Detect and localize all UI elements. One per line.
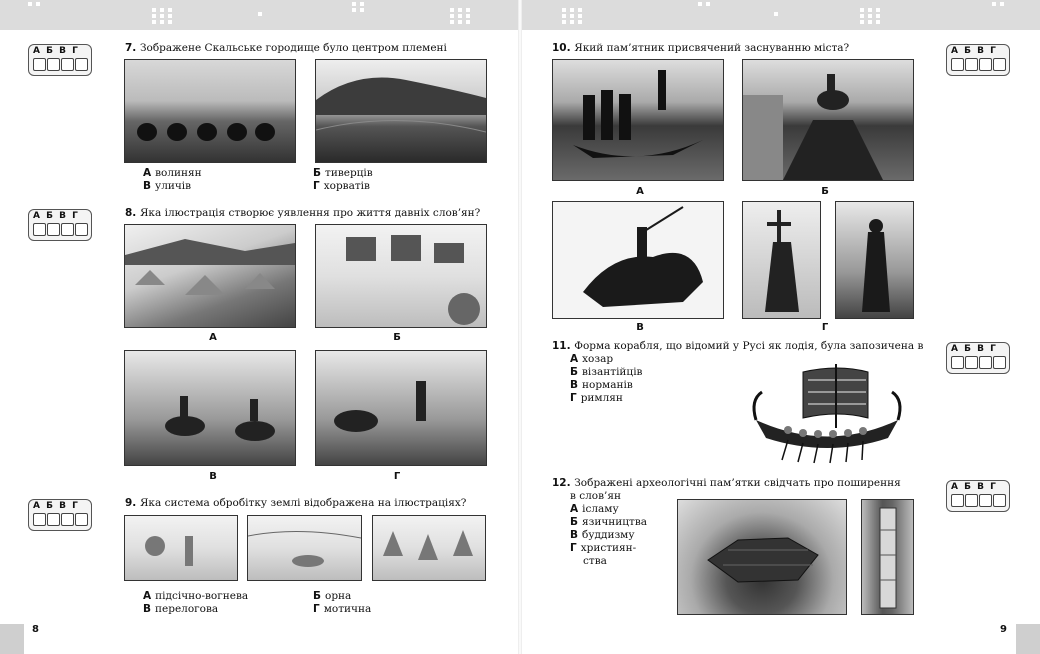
answer-cell-b[interactable] [965,494,978,507]
photo-10a-founders-monument [552,59,724,181]
question-11: 11. Форма корабля, що відомий у Русі як лодія, була запозичена в [552,340,924,352]
answer-cell-g[interactable] [993,494,1006,507]
q11-option-v: В норманів [570,379,633,391]
caption-10a: А [636,186,644,197]
answer-box-letters: А Б В Г [951,46,998,56]
question-8: 8. Яка ілюстрація створює уявлення про життя давніх слов’ян? [125,207,481,219]
question-12-line2: в слов’ян [570,490,621,502]
answer-cell-v[interactable] [979,494,992,507]
q12-option-b: Б язичництва [570,516,648,528]
illustration-8v-riders [124,350,296,466]
answer-box-letters: А Б В Г [33,211,80,221]
q7-option-a: А волинян [143,167,202,179]
answer-cell-b[interactable] [47,223,60,236]
question-10: 10. Який пам’ятник присвячений заснуванню міста? [552,42,850,54]
answer-cell-a[interactable] [33,513,46,526]
page-number-right: 9 [1000,624,1007,635]
page-edge-tab-left [0,624,24,654]
q12-option-g: Г християн- [570,542,637,554]
caption-8b: Б [393,332,401,343]
photo-12-idol-statue [861,499,914,615]
answer-cell-g[interactable] [993,58,1006,71]
answer-cell-v[interactable] [979,356,992,369]
q9-option-b: Б орна [313,590,352,602]
photo-10g-statue [835,201,914,319]
answer-cell-b[interactable] [47,513,60,526]
q12-option-g-continuation: ства [583,555,607,567]
answer-cell-v[interactable] [61,513,74,526]
answer-cell-g[interactable] [75,223,88,236]
q11-option-a: А хозар [570,353,614,365]
answer-cell-a[interactable] [951,58,964,71]
answer-box-q7[interactable] [28,44,92,76]
question-7: 7. Зображене Скальське городище було центром племені [125,42,447,54]
question-9: 9. Яка система обробітку землі відображена на ілюстраціях? [125,497,467,509]
answer-box-letters: А Б В Г [33,501,80,511]
q7-option-v: В уличів [143,180,192,192]
illustration-9-2 [247,515,362,581]
q9-option-a: А підсічно-вогнева [143,590,249,602]
illustration-8g-ploughing [315,350,487,466]
answer-cell-v[interactable] [61,223,74,236]
q7-option-b: Б тиверців [313,167,373,179]
q9-option-v: В перелогова [143,603,219,615]
answer-box-q10[interactable] [946,44,1010,76]
photo-skalske-hill [315,59,487,163]
top-bar-right [522,0,1040,30]
q11-option-b: Б візантійців [570,366,643,378]
answer-cell-v[interactable] [979,58,992,71]
caption-10v: В [636,322,644,333]
answer-box-letters: А Б В Г [951,344,998,354]
answer-cell-a[interactable] [33,58,46,71]
page-gutter [518,0,522,654]
answer-cell-g[interactable] [993,356,1006,369]
caption-8g: Г [393,471,401,482]
photo-10b-equestrian-monument [742,59,914,181]
q11-option-g: Г римлян [570,392,623,404]
illustration-8b-town [315,224,487,328]
q12-option-a: А ісламу [570,503,619,515]
answer-cell-a[interactable] [951,494,964,507]
answer-box-q9[interactable] [28,499,92,531]
illustration-9-1 [124,515,238,581]
answer-box-letters: А Б В Г [951,482,998,492]
photo-skalske-caves [124,59,296,163]
answer-cell-b[interactable] [965,356,978,369]
q12-option-v: В буддизму [570,529,635,541]
caption-10b: Б [821,186,829,197]
caption-8v: В [209,471,217,482]
answer-box-q11[interactable] [946,342,1010,374]
answer-box-q8[interactable] [28,209,92,241]
q7-option-g: Г хорватів [313,180,370,192]
q9-option-g: Г мотична [313,603,372,615]
answer-cell-g[interactable] [75,58,88,71]
page-number-left: 8 [32,624,39,635]
answer-cell-a[interactable] [33,223,46,236]
photo-12-stone-sanctuary [677,499,847,615]
top-bar-left [0,0,518,30]
answer-cell-g[interactable] [75,513,88,526]
photo-10g-cross-statue [742,201,821,319]
illustration-9-3 [372,515,486,581]
photo-10v-rider-monument [552,201,724,319]
illustration-8a-settlement [124,224,296,328]
page-edge-tab-right [1016,624,1040,654]
answer-box-q12[interactable] [946,480,1010,512]
answer-cell-v[interactable] [61,58,74,71]
answer-cell-b[interactable] [965,58,978,71]
caption-8a: А [209,332,217,343]
illustration-11-viking-ship [748,358,906,466]
answer-box-letters: А Б В Г [33,46,80,56]
answer-cell-b[interactable] [47,58,60,71]
question-12-line1: 12. Зображені археологічні пам’ятки свідчать про поширення [552,477,901,489]
answer-cell-a[interactable] [951,356,964,369]
caption-10g: Г [821,322,829,333]
